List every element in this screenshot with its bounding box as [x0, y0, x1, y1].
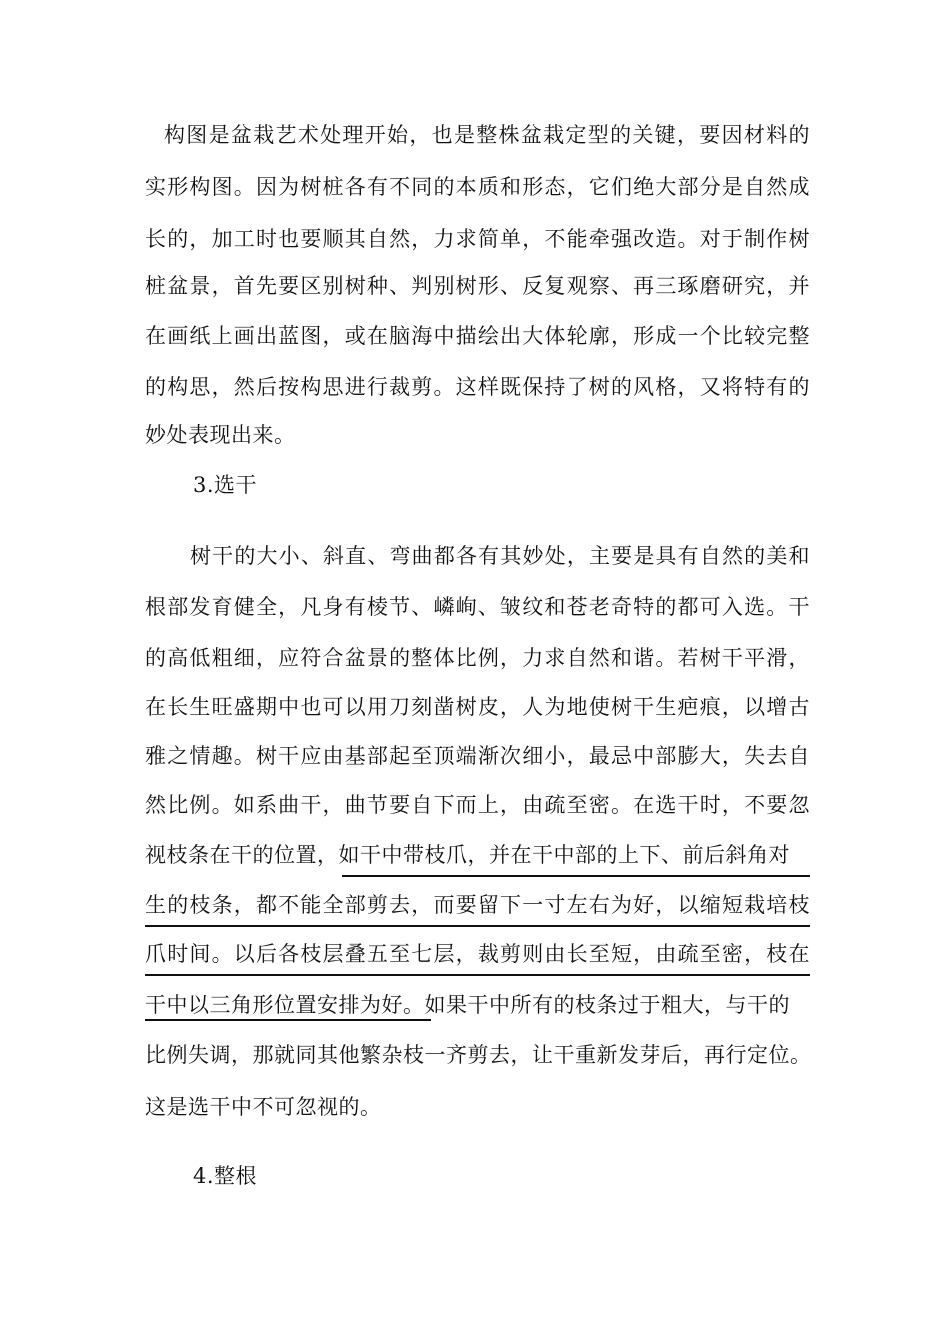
section-heading-root-trimming: 4.整根 — [193, 1164, 258, 1188]
underline-rule — [145, 925, 810, 927]
paragraph-trunk-line-12: 这是选干中不可忽视的。 — [145, 1095, 382, 1119]
paragraph-trunk-line-11: 比例失调，那就同其他繁杂枝一齐剪去，让干重新发芽后，再行定位。 — [145, 1043, 812, 1067]
paragraph-composition-line-6: 的构思，然后按构思进行裁剪。这样既保持了树的风格，又将特有的 — [145, 375, 810, 399]
paragraph-trunk-line-6: 然比例。如系曲干，曲节要自下而上，由疏至密。在选干时，不要忽 — [145, 793, 810, 817]
paragraph-trunk-line-9: 爪时间。以后各枝层叠五至七层，裁剪则由长至短，由疏至密，枝在 — [145, 942, 810, 966]
paragraph-composition-line-1: 构图是盆栽艺术处理开始，也是整株盆栽定型的关键，要因材料的 — [164, 123, 810, 147]
paragraph-composition-line-2: 实形构图。因为树桩各有不同的本质和形态，它们绝大部分是自然成 — [145, 175, 810, 199]
section-heading-trunk-selection: 3.选干 — [193, 473, 258, 497]
paragraph-trunk-line-5: 雅之情趣。树干应由基部起至顶端渐次细小，最忌中部膨大，失去自 — [145, 744, 810, 768]
paragraph-trunk-line-1: 树干的大小、斜直、弯曲都各有其妙处，主要是具有自然的美和 — [190, 544, 810, 568]
paragraph-composition-line-7: 妙处表现出来。 — [145, 423, 296, 447]
paragraph-trunk-line-8: 生的枝条，都不能全部剪去，而要留下一寸左右为好，以缩短栽培枝 — [145, 893, 810, 917]
paragraph-composition-line-5: 在画纸上画出蓝图，或在脑海中描绘出大体轮廓，形成一个比较完整 — [145, 324, 810, 348]
line-7-underlined-text: 如干中带枝爪，并在干中部的上下、前后斜角对 — [338, 843, 790, 867]
paragraph-trunk-line-3: 的高低粗细，应符合盆景的整体比例，力求自然和谐。若树干平滑， — [145, 646, 810, 670]
paragraph-composition-line-4: 桩盆景，首先要区别树种、判别树形、反复观察、再三琢磨研究，并 — [145, 274, 810, 298]
paragraph-trunk-line-10 — [145, 990, 810, 1020]
paragraph-trunk-line-4: 在长生旺盛期中也可以用刀刻凿树皮，人为地使树干生疤痕，以增古 — [145, 695, 810, 719]
line-7-plain-text: 视枝条在干的位置， — [145, 843, 339, 867]
underline-rule — [145, 1019, 431, 1021]
line-10-plain-text: 如果干中所有的枝条过于粗大，与干的 — [424, 993, 790, 1017]
line-10-underlined-text: 干中以三角形位置安排为好。 — [145, 993, 425, 1017]
paragraph-composition-line-3: 长的，加工时也要顺其自然，力求简单，不能牵强改造。对于制作树 — [145, 227, 810, 251]
underline-rule — [342, 875, 810, 877]
paragraph-trunk-line-7 — [145, 840, 810, 870]
underline-rule — [145, 974, 810, 976]
paragraph-trunk-line-2: 根部发育健全，凡身有棱节、嶙峋、皱纹和苍老奇特的都可入选。干 — [145, 595, 810, 619]
